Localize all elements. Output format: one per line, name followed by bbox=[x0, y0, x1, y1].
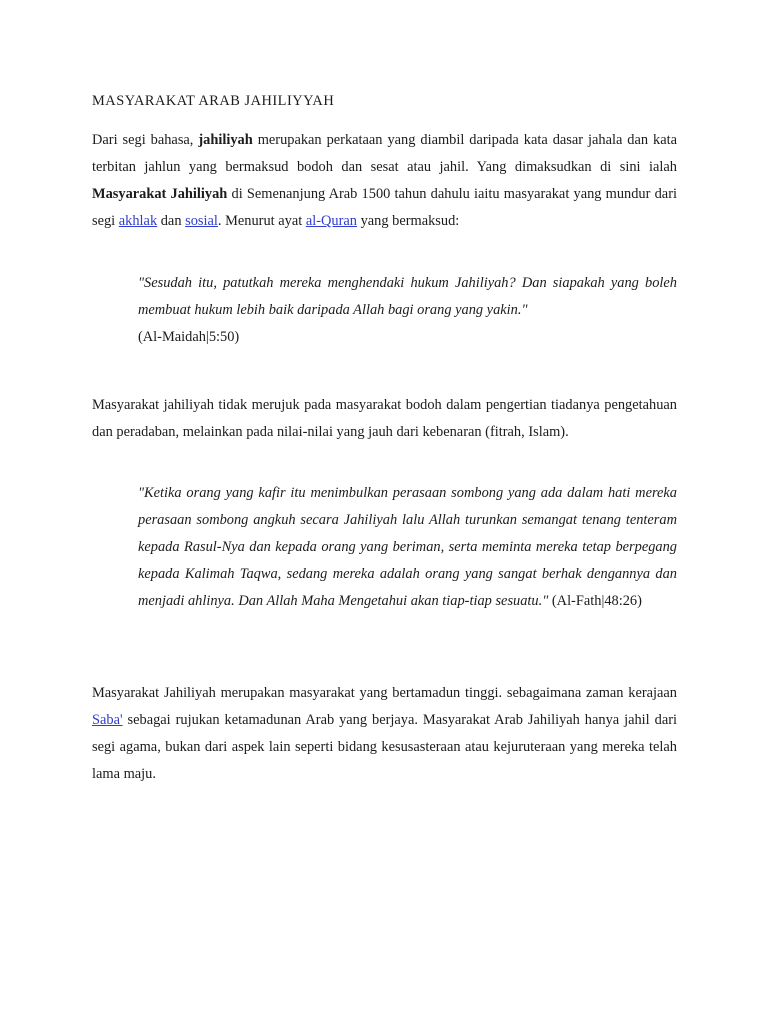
link-akhlak[interactable]: akhlak bbox=[118, 213, 158, 229]
quote-al-fath bbox=[138, 480, 677, 615]
quote-reference-al-maidah: (Al-Maidah|5:50) bbox=[138, 329, 240, 345]
link-sosial[interactable]: sosial bbox=[185, 213, 218, 229]
paragraph-civilization bbox=[92, 680, 677, 788]
quote-reference-al-fath: (Al-Fath|48:26) bbox=[548, 593, 642, 609]
text-run: dan bbox=[157, 213, 186, 229]
paragraph-meaning: Masyarakat jahiliyah tidak merujuk pada masyarakat bodoh dalam pengertian tiadanya pengetahuan dan peradaban, melainkan pada nilai-nilai yang jauh dari kebenaran (fitrah, Islam). bbox=[92, 397, 677, 440]
bold-term-jahiliyah: jahiliyah bbox=[198, 132, 253, 148]
link-al-quran[interactable]: al-Quran bbox=[305, 213, 357, 229]
quote-text-al-fath: "Ketika orang yang kafir itu menimbulkan perasaan sombong yang ada dalam hati mereka perasaan sombong angkuh secara Jahiliyah lalu Allah turunkan semangat tenang tenteram kepada Rasul-Nya dan kepada orang yang beriman, serta meminta mereka tetap berpegang kepada Kalimah Taqwa, sedang mereka adalah orang yang sangat berhak dengannya dan menjadi ahlinya. Dan Allah Maha Mengetahui akan tiap-tiap sesuatu." bbox=[138, 485, 677, 609]
text-run: sebagai rujukan ketamadunan Arab yang berjaya. Masyarakat Arab Jahiliyah hanya jahil dari segi agama, bukan dari aspek lain seperti bidang kesusasteraan atau kejuruteraan yang mereka telah lama maju. bbox=[92, 712, 677, 782]
text-run: . Menurut ayat bbox=[217, 213, 306, 229]
text-run: yang bermaksud: bbox=[356, 213, 460, 229]
quote-al-maidah: "Sesudah itu, patutkah mereka menghendaki hukum Jahiliyah? Dan siapakah yang boleh membuat hukum lebih baik daripada Allah bagi orang yang yakin." bbox=[138, 275, 677, 318]
text-run: Dari segi bahasa, bbox=[92, 132, 199, 148]
text-run: di Semenanjung Arab 1500 tahun dahulu iaitu masyarakat yang mundur dari segi bbox=[92, 186, 677, 229]
bold-term-masyarakat-jahiliyah: Masyarakat Jahiliyah bbox=[92, 186, 228, 202]
paragraph-definition bbox=[92, 127, 677, 235]
text-run: Masyarakat Jahiliyah merupakan masyarakat yang bertamadun tinggi. sebagaimana zaman kerajaan bbox=[92, 685, 677, 701]
link-saba[interactable]: Saba' bbox=[92, 712, 123, 728]
document-title: MASYARAKAT ARAB JAHILIYYAH bbox=[92, 93, 335, 109]
text-run: merupakan perkataan yang diambil daripada kata dasar jahala dan kata terbitan jahlun yang bermaksud bodoh dan sesat atau jahil. Yang dimaksudkan di sini ialah bbox=[92, 132, 677, 175]
